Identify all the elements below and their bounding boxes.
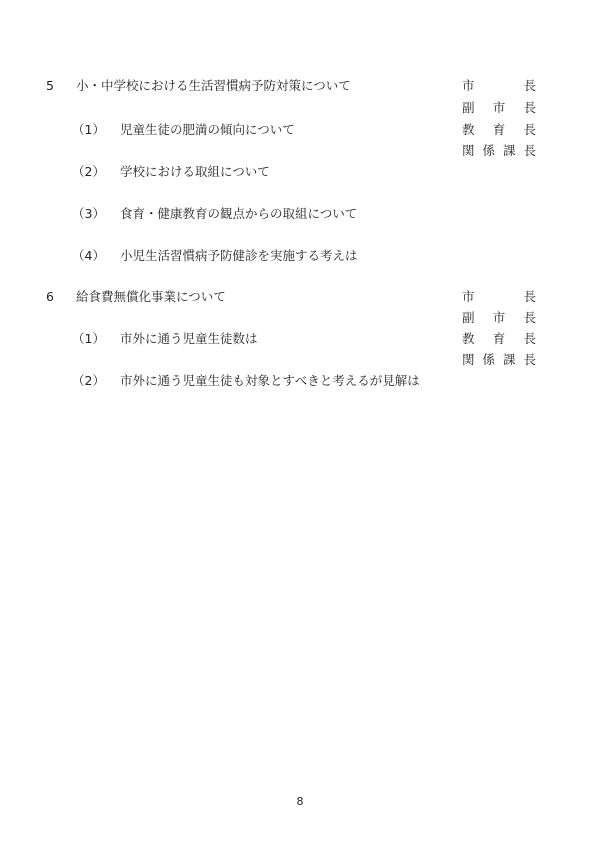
subitem-label: （2） bbox=[72, 164, 105, 179]
respondent bbox=[462, 78, 536, 94]
subitem-label: （2） bbox=[72, 373, 105, 388]
respondent-char: 市 bbox=[462, 289, 475, 304]
respondent bbox=[462, 143, 536, 159]
subitem-text: 食育・健康教育の観点からの取組について bbox=[120, 206, 358, 221]
respondent-char: 長 bbox=[523, 122, 536, 137]
item-title: 給食費無償化事業について bbox=[76, 289, 226, 304]
respondent-char: 教 bbox=[462, 122, 475, 137]
respondent bbox=[462, 310, 536, 326]
respondent-char: 関 bbox=[462, 143, 475, 158]
subitem-label: （1） bbox=[72, 122, 105, 137]
subitem-text: 市外に通う児童生徒も対象とすべきと考えるが見解は bbox=[120, 373, 420, 388]
page-number: 8 bbox=[296, 795, 304, 808]
respondent-char: 育 bbox=[492, 331, 506, 346]
subitem-label: （1） bbox=[72, 331, 105, 346]
subitem-text: 市外に通う児童生徒数は bbox=[120, 331, 258, 346]
respondent bbox=[462, 122, 536, 138]
respondent-char: 教 bbox=[462, 331, 475, 346]
respondent bbox=[462, 352, 536, 368]
respondent-char: 長 bbox=[523, 310, 536, 325]
subitem-text: 小児生活習慣病予防健診を実施する考えは bbox=[120, 248, 358, 263]
respondent-char: 課 bbox=[502, 352, 516, 367]
respondent-char: 関 bbox=[462, 352, 475, 367]
respondent-char: 市 bbox=[492, 100, 506, 115]
respondent-char: 課 bbox=[502, 143, 516, 158]
subitem-text: 学校における取組について bbox=[120, 164, 270, 179]
subitem-text: 児童生徒の肥満の傾向について bbox=[120, 122, 295, 137]
respondent-char: 市 bbox=[462, 78, 475, 93]
respondent-char: 長 bbox=[523, 143, 536, 158]
respondent-char: 副 bbox=[462, 100, 475, 115]
respondent-char: 長 bbox=[523, 78, 536, 93]
subitem-label: （3） bbox=[72, 206, 105, 221]
item-title: 小・中学校における生活習慣病予防対策について bbox=[76, 78, 351, 93]
respondent-char: 市 bbox=[492, 310, 506, 325]
respondent-char: 長 bbox=[523, 100, 536, 115]
respondent bbox=[462, 331, 536, 347]
respondent bbox=[462, 289, 536, 305]
item-number: 5 bbox=[46, 78, 54, 93]
respondent-char: 係 bbox=[482, 352, 495, 367]
respondent-char: 育 bbox=[492, 122, 506, 137]
respondent-char: 係 bbox=[482, 143, 495, 158]
respondent-char: 長 bbox=[523, 352, 536, 367]
respondent-char: 副 bbox=[462, 310, 475, 325]
respondent-char: 長 bbox=[523, 331, 536, 346]
item-number: 6 bbox=[46, 289, 54, 304]
respondent-char: 長 bbox=[523, 289, 536, 304]
subitem-label: （4） bbox=[72, 248, 105, 263]
respondent bbox=[462, 100, 536, 116]
